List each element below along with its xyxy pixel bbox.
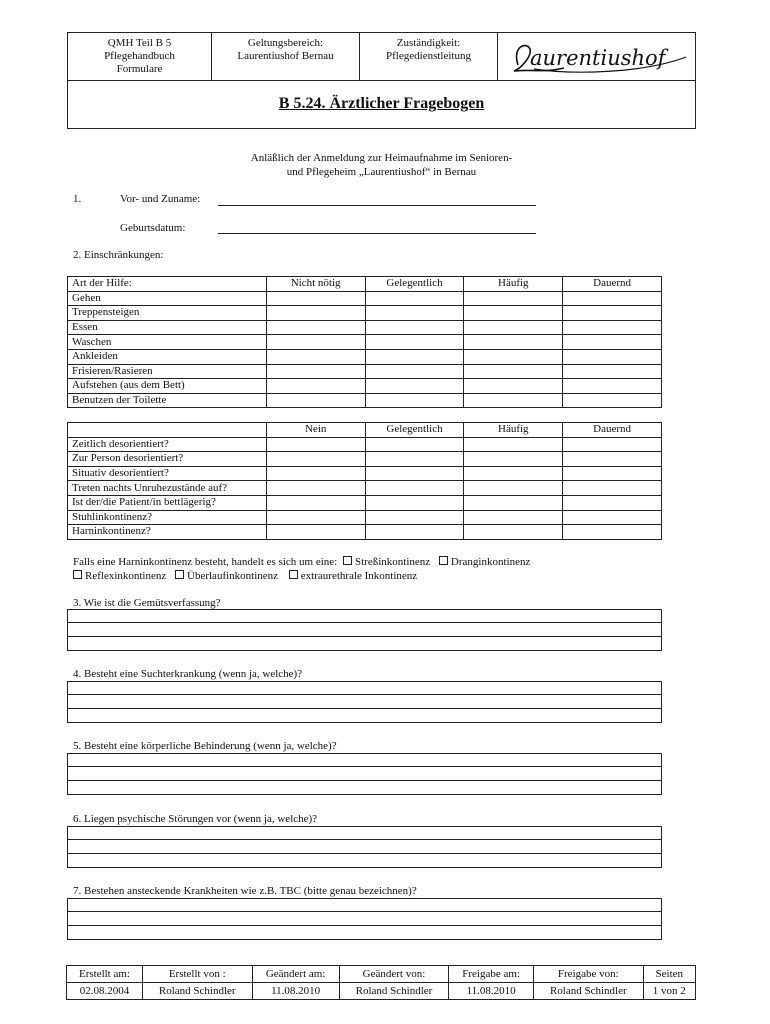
- answer-lines-6[interactable]: [67, 826, 662, 868]
- footer-header: Erstellt am:: [67, 966, 143, 983]
- table-cell[interactable]: [365, 364, 464, 379]
- answer-line[interactable]: [67, 826, 662, 840]
- table-cell[interactable]: [464, 393, 563, 408]
- option-label: Streßinkontinenz: [355, 556, 431, 568]
- table-cell[interactable]: [563, 349, 662, 364]
- header-responsibility-label: Zuständigkeit:: [396, 37, 461, 49]
- table-cell[interactable]: [365, 393, 464, 408]
- table-cell[interactable]: [563, 393, 662, 408]
- table-cell[interactable]: [365, 379, 464, 394]
- table-cell[interactable]: [365, 320, 464, 335]
- footer-header: Freigabe von:: [534, 966, 644, 983]
- answer-line[interactable]: [67, 637, 662, 651]
- page-title: B 5.24. Ärztlicher Fragebogen: [278, 95, 485, 112]
- answer-lines-7[interactable]: [67, 898, 662, 940]
- section2-title: 2. Einschränkungen:: [73, 249, 164, 261]
- table-cell[interactable]: [365, 335, 464, 350]
- table-cell[interactable]: [464, 452, 563, 467]
- name-field[interactable]: [218, 205, 536, 206]
- table-row: [68, 335, 662, 350]
- table-cell[interactable]: [266, 379, 365, 394]
- row-label: Stuhlinkontinenz?: [68, 510, 267, 525]
- checkbox-ueberlauf[interactable]: [175, 570, 184, 579]
- footer-header: Seiten: [643, 966, 695, 983]
- birthdate-field[interactable]: [218, 233, 536, 234]
- table-header-row: [68, 277, 662, 292]
- question-7: 7. Bestehen ansteckende Krankheiten wie z.B. TBC (bitte genau bezeichnen)?: [73, 885, 417, 897]
- table-cell[interactable]: [365, 495, 464, 510]
- intro-line: und Pflegeheim „Laurentiushof“ in Bernau: [286, 166, 477, 178]
- answer-line[interactable]: [67, 767, 662, 781]
- column-header: Häufig: [464, 423, 563, 438]
- table-row: [68, 481, 662, 496]
- checkbox-reflex[interactable]: [73, 570, 82, 579]
- answer-lines-3[interactable]: [67, 609, 662, 651]
- table-cell[interactable]: [464, 320, 563, 335]
- table-row: [68, 525, 662, 540]
- table-cell[interactable]: [464, 437, 563, 452]
- row-label: Ankleiden: [68, 349, 267, 364]
- table-row: [68, 320, 662, 335]
- table-row: [68, 349, 662, 364]
- checkbox-stress[interactable]: [343, 556, 352, 565]
- column-header: Häufig: [464, 277, 563, 292]
- table-cell[interactable]: [266, 393, 365, 408]
- table-cell[interactable]: [563, 364, 662, 379]
- table-cell[interactable]: [365, 525, 464, 540]
- table-cell[interactable]: [563, 379, 662, 394]
- table-cell[interactable]: [266, 364, 365, 379]
- answer-line[interactable]: [67, 681, 662, 695]
- incontinence-lead: Falls eine Harninkontinenz besteht, handelt es sich um eine:: [73, 556, 338, 568]
- answer-line[interactable]: [67, 753, 662, 767]
- row-label: Treppensteigen: [68, 306, 267, 321]
- column-header: Dauernd: [563, 423, 662, 438]
- table-cell[interactable]: [266, 466, 365, 481]
- table-row: [68, 495, 662, 510]
- table-cell[interactable]: [365, 510, 464, 525]
- restrictions-table: [67, 276, 662, 408]
- footer-header: Erstellt von :: [142, 966, 252, 983]
- answer-lines-5[interactable]: [67, 753, 662, 795]
- header-divider: [68, 80, 695, 81]
- table-cell[interactable]: [464, 510, 563, 525]
- row-label: Essen: [68, 320, 267, 335]
- question-4: 4. Besteht eine Suchterkrankung (wenn ja, welche)?: [73, 668, 303, 680]
- table-cell[interactable]: [365, 466, 464, 481]
- answer-line[interactable]: [67, 840, 662, 854]
- intro-line: Anläßlich der Anmeldung zur Heimaufnahme im Senioren-: [250, 152, 513, 164]
- table-cell[interactable]: [266, 481, 365, 496]
- table-cell[interactable]: [464, 525, 563, 540]
- row-label: Frisieren/Rasieren: [68, 364, 267, 379]
- table-cell[interactable]: [464, 495, 563, 510]
- table-row: [68, 393, 662, 408]
- table-cell[interactable]: [464, 291, 563, 306]
- table-cell[interactable]: [266, 510, 365, 525]
- table-row: [68, 510, 662, 525]
- table-cell[interactable]: [464, 364, 563, 379]
- footer-value: 11.08.2010: [449, 983, 534, 1000]
- option-label: Reflexinkontinenz: [85, 570, 167, 582]
- footer-value: 11.08.2010: [252, 983, 339, 1000]
- table-cell[interactable]: [563, 335, 662, 350]
- table-cell[interactable]: [365, 481, 464, 496]
- option-label: extraurethrale Inkontinenz: [300, 570, 418, 582]
- footer-header: Geändert am:: [252, 966, 339, 983]
- table-cell[interactable]: [365, 291, 464, 306]
- footer-value: 1 von 2: [643, 983, 695, 1000]
- answer-line[interactable]: [67, 926, 662, 940]
- column-header: [68, 423, 267, 438]
- header-doc-line: Formulare: [116, 63, 163, 75]
- header-doc-line: Pflegehandbuch: [104, 50, 175, 62]
- intro-text: [67, 151, 696, 179]
- checkbox-drang[interactable]: [439, 556, 448, 565]
- table-cell[interactable]: [266, 291, 365, 306]
- document-header: [67, 32, 696, 129]
- table-header-row: [68, 423, 662, 438]
- footer-value: Roland Schindler: [534, 983, 644, 1000]
- answer-line[interactable]: [67, 912, 662, 926]
- row-label: Ist der/die Patient/in bettlägerig?: [68, 495, 267, 510]
- checkbox-extraurethral[interactable]: [289, 570, 298, 579]
- incontinence-options: [73, 555, 673, 583]
- table-cell[interactable]: [563, 525, 662, 540]
- incontinence-line-1: [73, 555, 673, 569]
- table-cell[interactable]: [266, 320, 365, 335]
- row-label: Gehen: [68, 291, 267, 306]
- table-row: [68, 452, 662, 467]
- column-header: Gelegentlich: [365, 277, 464, 292]
- section1-number: 1.: [73, 193, 82, 205]
- answer-line[interactable]: [67, 781, 662, 795]
- table-row: [68, 291, 662, 306]
- birthdate-label: Geburtsdatum:: [120, 222, 186, 234]
- table-cell[interactable]: [464, 335, 563, 350]
- table-cell[interactable]: [464, 306, 563, 321]
- header-responsibility: [360, 33, 498, 80]
- table-cell[interactable]: [266, 495, 365, 510]
- header-responsibility-value: Pflegedienstleitung: [386, 50, 471, 62]
- incontinence-line-2: [73, 569, 673, 583]
- column-header: Nicht nötig: [266, 277, 365, 292]
- question-3: 3. Wie ist die Gemütsverfassung?: [73, 597, 221, 609]
- footer-header: Freigabe am:: [449, 966, 534, 983]
- answer-line[interactable]: [67, 695, 662, 709]
- answer-line[interactable]: [67, 609, 662, 623]
- row-label: Waschen: [68, 335, 267, 350]
- row-label: Aufstehen (aus dem Bett): [68, 379, 267, 394]
- table-cell[interactable]: [563, 495, 662, 510]
- table-cell[interactable]: [266, 437, 365, 452]
- revision-footer-table: [66, 965, 696, 1000]
- footer-value: Roland Schindler: [339, 983, 449, 1000]
- table-cell[interactable]: [266, 349, 365, 364]
- option-label: Dranginkontinenz: [450, 556, 531, 568]
- table-cell[interactable]: [563, 437, 662, 452]
- column-header: Art der Hilfe:: [68, 277, 267, 292]
- footer-value-row: [67, 983, 696, 1000]
- question-5: 5. Besteht eine körperliche Behinderung (wenn ja, welche)?: [73, 740, 337, 752]
- header-scope-value: Laurentiushof Bernau: [237, 50, 334, 62]
- table-row: [68, 437, 662, 452]
- orientation-table: [67, 422, 662, 540]
- table-cell[interactable]: [563, 320, 662, 335]
- answer-line[interactable]: [67, 854, 662, 868]
- row-label: Zeitlich desorientiert?: [68, 437, 267, 452]
- header-scope-label: Geltungsbereich:: [247, 37, 324, 49]
- table-cell[interactable]: [563, 466, 662, 481]
- table-cell[interactable]: [365, 452, 464, 467]
- question-6: 6. Liegen psychische Störungen vor (wenn ja, welche)?: [73, 813, 318, 825]
- laurentiushof-logo: [504, 35, 694, 79]
- table-cell[interactable]: [563, 510, 662, 525]
- table-cell[interactable]: [365, 437, 464, 452]
- footer-value: 02.08.2004: [67, 983, 143, 1000]
- header-scope: [212, 33, 360, 80]
- table-cell[interactable]: [563, 481, 662, 496]
- header-doc-info: [68, 33, 212, 80]
- answer-line[interactable]: [67, 623, 662, 637]
- row-label: Harninkontinenz?: [68, 525, 267, 540]
- svg-text:aurentiushof: aurentiushof: [530, 46, 666, 70]
- column-header: Nein: [266, 423, 365, 438]
- table-cell[interactable]: [365, 349, 464, 364]
- table-cell[interactable]: [365, 306, 464, 321]
- footer-value: Roland Schindler: [142, 983, 252, 1000]
- table-cell[interactable]: [464, 379, 563, 394]
- table-row: [68, 306, 662, 321]
- table-cell[interactable]: [563, 291, 662, 306]
- table-cell[interactable]: [464, 481, 563, 496]
- table-cell[interactable]: [266, 452, 365, 467]
- table-row: [68, 379, 662, 394]
- table-cell[interactable]: [563, 306, 662, 321]
- answer-line[interactable]: [67, 709, 662, 723]
- table-cell[interactable]: [266, 525, 365, 540]
- footer-header-row: [67, 966, 696, 983]
- table-cell[interactable]: [464, 349, 563, 364]
- answer-line[interactable]: [67, 898, 662, 912]
- option-label: Überlaufinkontinenz: [187, 570, 279, 582]
- row-label: Treten nachts Unruhezustände auf?: [68, 481, 267, 496]
- row-label: Situativ desorientiert?: [68, 466, 267, 481]
- table-cell[interactable]: [563, 452, 662, 467]
- column-header: Dauernd: [563, 277, 662, 292]
- table-row: [68, 466, 662, 481]
- name-label: Vor- und Zuname:: [120, 193, 201, 205]
- table-cell[interactable]: [266, 306, 365, 321]
- table-cell[interactable]: [266, 335, 365, 350]
- header-doc-line: QMH Teil B 5: [107, 37, 172, 49]
- row-label: Benutzen der Toilette: [68, 393, 267, 408]
- table-cell[interactable]: [464, 466, 563, 481]
- footer-header: Geändert von:: [339, 966, 449, 983]
- answer-lines-4[interactable]: [67, 681, 662, 723]
- row-label: Zur Person desorientiert?: [68, 452, 267, 467]
- column-header: Gelegentlich: [365, 423, 464, 438]
- table-row: [68, 364, 662, 379]
